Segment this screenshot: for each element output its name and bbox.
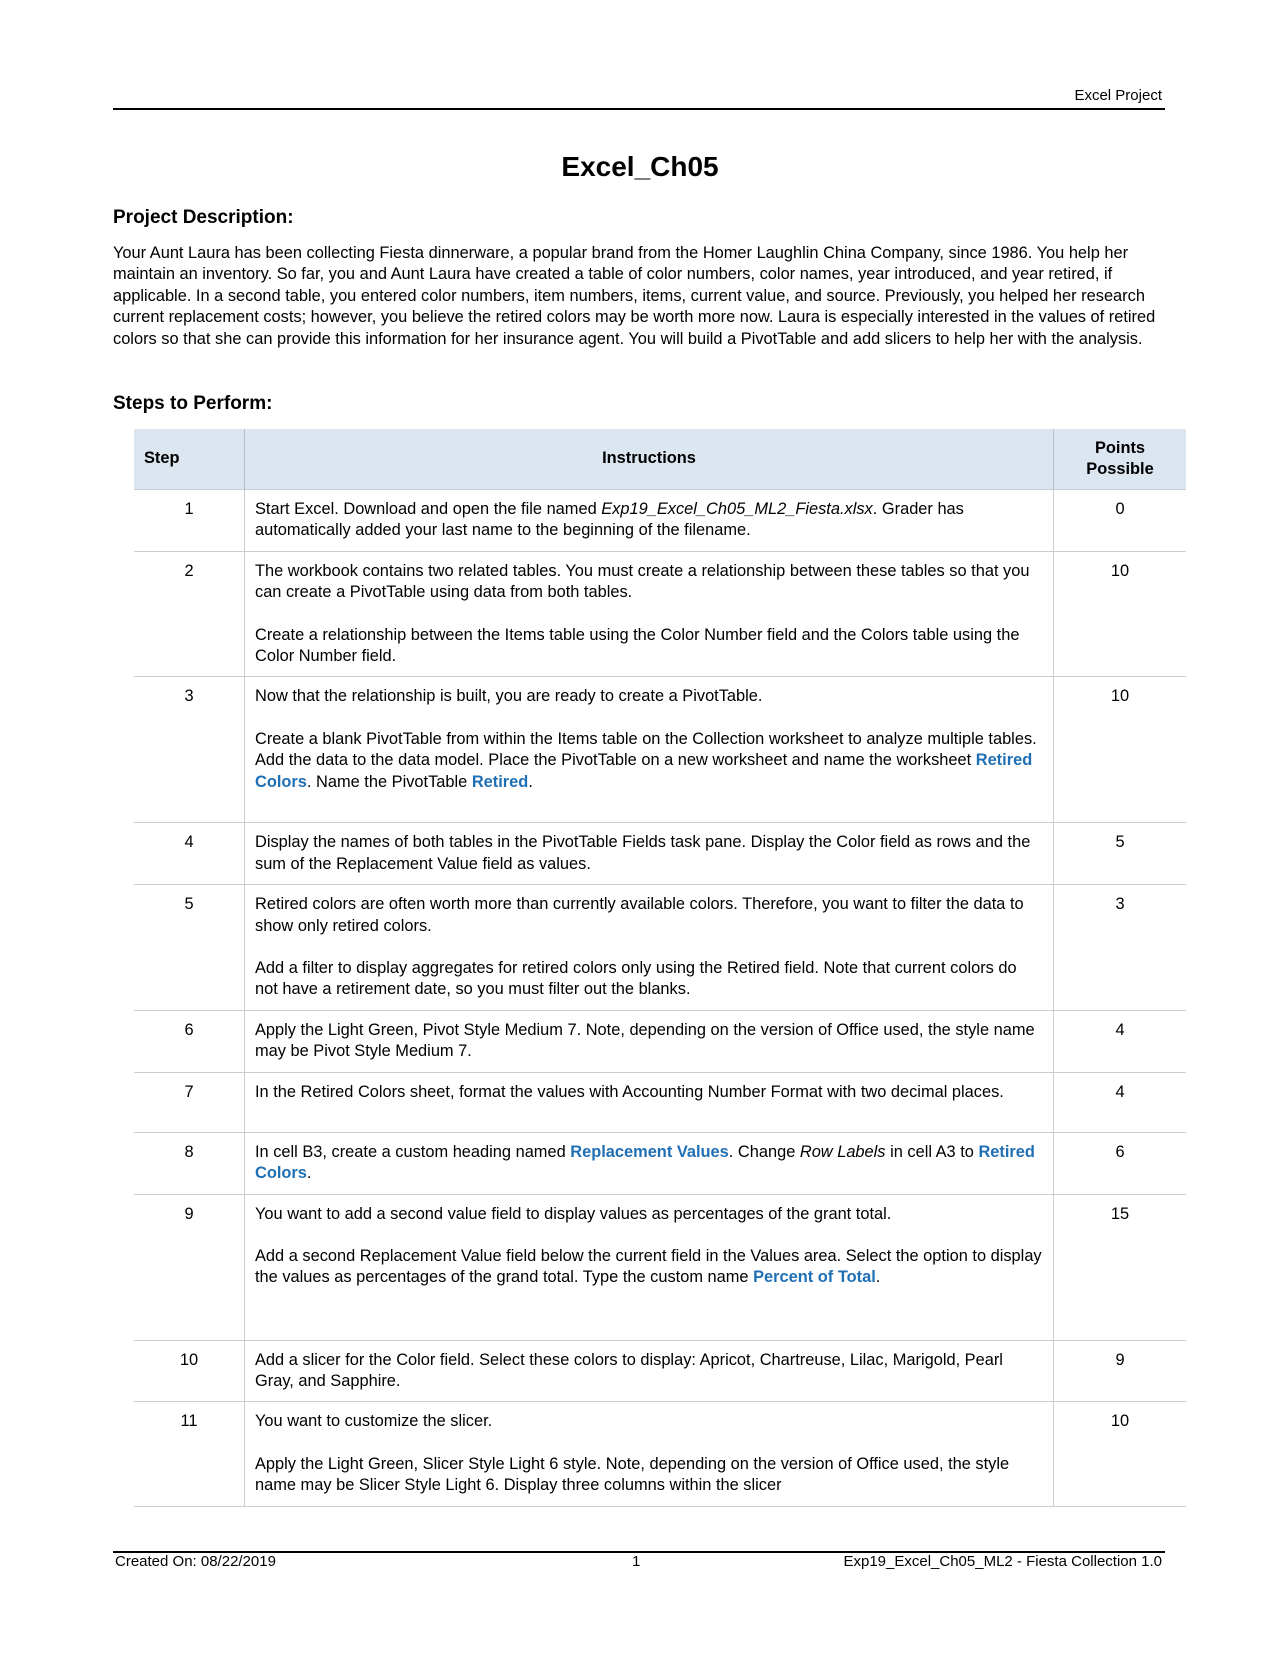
instruction-paragraph: Display the names of both tables in the PivotTable Fields task pane. Display the Color field as rows and the sum of the Replacement Value field as values. xyxy=(255,833,1031,873)
table-row xyxy=(134,677,1186,823)
step-column-header: Step xyxy=(134,429,245,490)
instruction-paragraph: Apply the Light Green, Pivot Style Medium 7. Note, depending on the version of Office used, the style name may be Pivot Style Medium 7. xyxy=(255,1020,1035,1061)
instruction-paragraph: Apply the Light Green, Slicer Style Light 6 style. Note, depending on the version of Office used, the style name may be Slicer Style Light 6. Display three columns within the slicer xyxy=(255,1454,1010,1495)
instruction-text: . xyxy=(528,772,533,791)
table-row xyxy=(134,885,1186,1011)
steps-table xyxy=(134,429,1186,1507)
highlight-text: Retired Colors xyxy=(255,1142,1035,1183)
highlight-text: Percent of Total xyxy=(753,1268,876,1287)
step-number: 4 xyxy=(134,823,245,885)
points-value: 0 xyxy=(1054,490,1187,552)
instruction-paragraph: Add a filter to display aggregates for retired colors only using the Retired field. Note that current colors do not have a retirement date, so you must filter out the blanks. xyxy=(255,959,1017,999)
instruction-paragraph: In the Retired Colors sheet, format the values with Accounting Number Format with two decimal places. xyxy=(255,1082,1004,1101)
instruction-paragraph xyxy=(255,1246,1043,1289)
instruction-text: . xyxy=(306,1164,312,1183)
table-row xyxy=(134,1132,1186,1194)
instruction-text: . Grader has automatically added your last name to the beginning of the filename. xyxy=(255,500,964,540)
highlight-text: Retired Colors xyxy=(255,751,1033,791)
instruction-paragraph: Add a slicer for the Color field. Select these colors to display: Apricot, Chartreuse, Lilac, Marigold, Pearl Gray, and Sapphire. xyxy=(255,1350,1003,1390)
instruction-paragraph xyxy=(255,1142,1043,1185)
points-value: 4 xyxy=(1054,1010,1187,1072)
step-number: 6 xyxy=(134,1010,245,1072)
points-value: 4 xyxy=(1054,1072,1187,1132)
points-column-header: Points Possible xyxy=(1054,429,1187,490)
step-number: 3 xyxy=(134,677,245,823)
instruction-paragraph: Now that the relationship is built, you are ready to create a PivotTable. xyxy=(255,687,763,706)
header-divider xyxy=(113,108,1165,110)
filename-text: Exp19_Excel_Ch05_ML2_Fiesta.xlsx xyxy=(601,500,873,518)
step-number: 10 xyxy=(134,1340,245,1402)
table-row xyxy=(134,1072,1186,1132)
step-instructions xyxy=(245,1010,1054,1072)
points-value: 10 xyxy=(1054,677,1187,823)
table-row xyxy=(134,490,1186,552)
table-row xyxy=(134,1194,1186,1340)
project-description-heading: Project Description: xyxy=(113,207,294,228)
table-header-row xyxy=(134,429,1186,490)
italic-text: Row Labels xyxy=(799,1142,886,1161)
header-label: Excel Project xyxy=(1074,87,1162,104)
instruction-paragraph: You want to add a second value field to display values as percentages of the grant total. xyxy=(255,1204,892,1223)
step-number: 8 xyxy=(134,1132,245,1194)
instruction-text: Start Excel. Download and open the file named xyxy=(255,500,602,518)
footer-document-id: Exp19_Excel_Ch05_ML2 - Fiesta Collection 1.0 xyxy=(843,1553,1162,1570)
instruction-paragraph: Create a relationship between the Items table using the Color Number field and the Colors table using the Color Number field. xyxy=(255,625,1020,666)
step-instructions xyxy=(245,1340,1054,1402)
instructions-column-header: Instructions xyxy=(245,429,1054,490)
instruction-text: in cell A3 to xyxy=(885,1142,979,1161)
step-number: 9 xyxy=(134,1194,245,1340)
points-value: 6 xyxy=(1054,1132,1187,1194)
table-row xyxy=(134,823,1186,885)
step-number: 7 xyxy=(134,1072,245,1132)
step-instructions xyxy=(245,1194,1054,1340)
step-instructions xyxy=(245,1132,1054,1194)
step-instructions xyxy=(245,1402,1054,1506)
step-instructions xyxy=(245,490,1054,552)
points-value: 10 xyxy=(1054,551,1187,677)
step-instructions xyxy=(245,677,1054,823)
instruction-paragraph: The workbook contains two related tables. You must create a relationship between these tables so that you can create a PivotTable using data from both tables. xyxy=(255,561,1030,602)
steps-heading: Steps to Perform: xyxy=(113,393,273,414)
instruction-text: In cell B3, create a custom heading named xyxy=(255,1142,571,1161)
footer-page-number: 1 xyxy=(632,1553,641,1570)
step-instructions xyxy=(245,885,1054,1011)
step-number: 5 xyxy=(134,885,245,1011)
table-row xyxy=(134,1402,1186,1506)
project-description-text: Your Aunt Laura has been collecting Fiesta dinnerware, a popular brand from the Homer Laughlin China Company, since 1986. You help her maintain an inventory. So far, you and Aunt Laura have created a table of color numbers, color names, year introduced, and year retired, if applicable. In a second table, you entered color numbers, item numbers, items, current value, and source. Previously, you helped her research current replacement costs; however, you believe the retired colors may be worth more now. Laura is especially interested in the values of retired colors so that she can provide this information for her insurance agent. You will build a PivotTable and add slicers to help her with the analysis. xyxy=(113,244,1156,348)
instruction-text: . xyxy=(875,1268,881,1287)
footer-created-date: Created On: 08/22/2019 xyxy=(115,1553,276,1570)
highlight-text: Replacement Values xyxy=(570,1142,729,1161)
instruction-text: . Change xyxy=(728,1142,800,1161)
instruction-paragraph: Retired colors are often worth more than currently available colors. Therefore, you want to filter the data to show only retired colors. xyxy=(255,895,1024,935)
step-number: 1 xyxy=(134,490,245,552)
instruction-paragraph: You want to customize the slicer. xyxy=(255,1412,493,1431)
table-row xyxy=(134,551,1186,677)
instruction-paragraph xyxy=(255,499,1043,542)
instruction-text: . Name the PivotTable xyxy=(306,772,472,791)
points-value: 9 xyxy=(1054,1340,1187,1402)
instruction-text: Add a second Replacement Value field below the current field in the Values area. Select the option to display the values as percentages of the grand total. Type the custom name xyxy=(255,1246,1042,1287)
instruction-paragraph xyxy=(255,729,1043,793)
highlight-text: Retired xyxy=(471,772,529,791)
points-value: 5 xyxy=(1054,823,1187,885)
instruction-text: Create a blank PivotTable from within the Items table on the Collection worksheet to analyze multiple tables. Add the data to the data model. Place the PivotTable on a new worksheet and name the worksheet xyxy=(255,729,1037,770)
step-instructions xyxy=(245,1072,1054,1132)
points-value: 10 xyxy=(1054,1402,1187,1506)
step-instructions xyxy=(245,823,1054,885)
document-title: Excel_Ch05 xyxy=(561,151,719,182)
table-row xyxy=(134,1010,1186,1072)
step-instructions xyxy=(245,551,1054,677)
table-row xyxy=(134,1340,1186,1402)
points-value: 3 xyxy=(1054,885,1187,1011)
step-number: 2 xyxy=(134,551,245,677)
points-value: 15 xyxy=(1054,1194,1187,1340)
step-number: 11 xyxy=(134,1402,245,1506)
